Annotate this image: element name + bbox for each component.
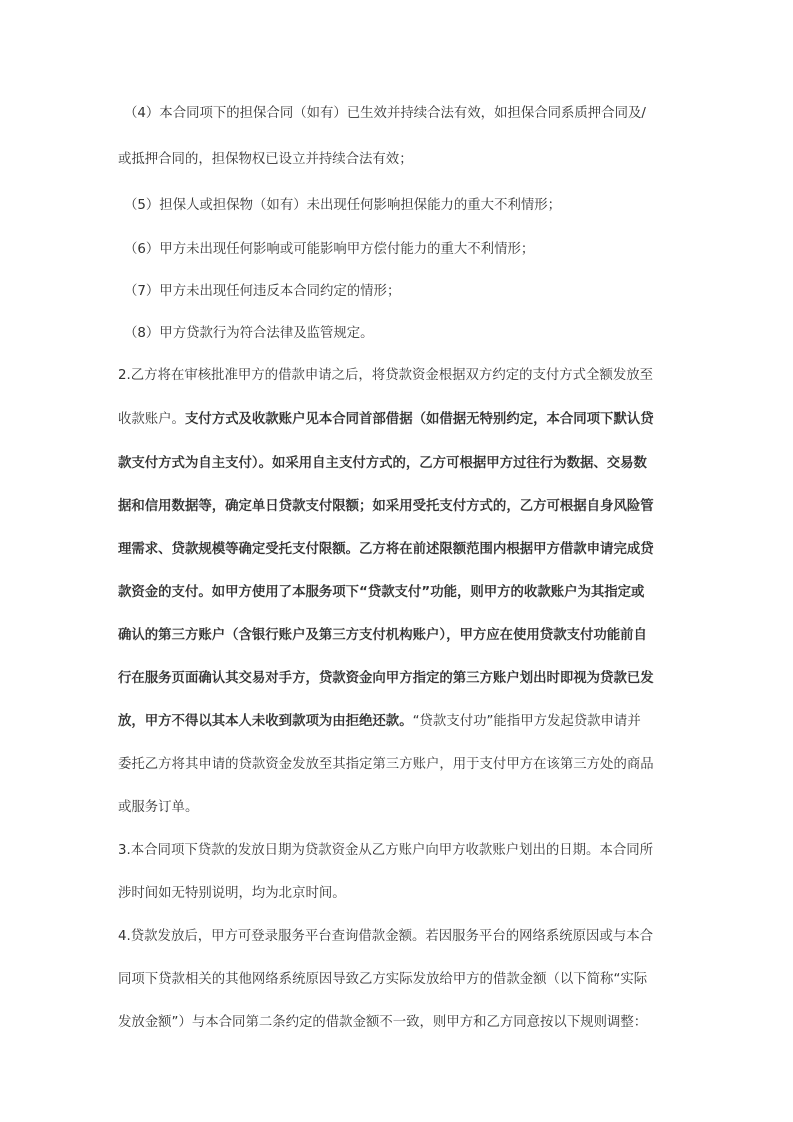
clause-2-line-5 <box>118 540 654 560</box>
text-segment: 3.本合同项下贷款的发放日期为贷款资金从乙方账户向甲方收款账户划出的日期。本合同所 <box>118 843 654 858</box>
text-segment: 涉时间如无特别说明，均为北京时间。 <box>118 886 346 901</box>
bold-text-segment: 据和信用数据等，确定单日贷款支付限额；如采用受托支付方式的，乙方可根据自身风险管 <box>118 499 654 514</box>
clause-4-8 <box>124 324 374 344</box>
clause-4-5 <box>124 196 561 216</box>
clause-2-line-4 <box>118 497 654 517</box>
text-segment: 2.乙方将在审核批准甲方的借款申请之后，将贷款资金根据双方约定的支付方式全额发放至 <box>118 368 654 383</box>
clause-2-line-2 <box>118 410 654 430</box>
clause-4-line-1 <box>118 927 653 947</box>
clause-3-line-1 <box>118 841 653 861</box>
text-segment: （5）担保人或担保物（如有）未出现任何影响担保能力的重大不利情形； <box>124 198 562 213</box>
text-segment: 4.贷款发放后，甲方可登录服务平台查询借款金额。若因服务平台的网络系统原因或与本合 <box>118 929 654 944</box>
bold-text-segment: 确认的第三方账户（含银行账户及第三方支付机构账户），甲方应在使用贷款支付功能前自 <box>118 628 647 643</box>
clause-2-line-8 <box>118 669 654 689</box>
bold-text-segment: 行在服务页面确认其交易对手方，贷款资金向甲方指定的第三方账户划出时即视为贷款已发 <box>118 671 654 686</box>
clause-4-6 <box>124 240 534 260</box>
text-segment: 或抵押合同的，担保物权已设立并持续合法有效； <box>118 152 413 167</box>
text-segment: 发放金额”）与本合同第二条约定的借款金额不一致，则甲方和乙方同意按以下规则调整： <box>118 1015 648 1030</box>
clause-4-4-line-2 <box>118 150 413 170</box>
text-segment: 收款账户。 <box>118 412 185 427</box>
clause-2-line-11 <box>118 798 198 818</box>
clause-2-line-9 <box>118 712 641 732</box>
text-segment: 同项下贷款相关的其他网络系统原因导致乙方实际发放给甲方的借款金额（以下简称“实际 <box>118 972 648 987</box>
text-segment: （6）甲方未出现任何影响或可能影响甲方偿付能力的重大不利情形； <box>124 242 535 257</box>
clause-2-line-10 <box>118 755 654 775</box>
clause-2-line-7 <box>118 626 647 646</box>
clause-4-line-3 <box>118 1013 647 1033</box>
bold-text-segment: 款资金的支付。如甲方使用了本服务项下“贷款支付”功能，则甲方的收款账户为其指定或 <box>118 585 645 600</box>
bold-text-segment: 款支付方式为自主支付）。如采用自主支付方式的，乙方可根据甲方过往行为数据、交易数 <box>118 456 647 471</box>
text-segment: 或服务订单。 <box>118 800 199 815</box>
clause-4-line-2 <box>118 970 647 990</box>
text-segment: 委托乙方将其申请的贷款资金发放至其指定第三方账户，用于支付甲方在该第三方处的商品 <box>118 757 654 772</box>
text-segment: “贷款支付功”能指甲方发起贷款申请并 <box>412 714 641 729</box>
clause-4-4-line-1 <box>124 104 646 124</box>
clause-4-7 <box>124 282 400 302</box>
clause-2-line-1 <box>118 366 653 386</box>
clause-2-line-6 <box>118 583 644 603</box>
text-segment: （8）甲方贷款行为符合法律及监管规定。 <box>124 326 374 341</box>
bold-text-segment: 支付方式及收款账户见本合同首部借据（如借据无特别约定，本合同项下默认贷 <box>184 412 654 427</box>
bold-text-segment: 放，甲方不得以其本人未收到款项为由拒绝还款。 <box>118 714 413 729</box>
clause-2-line-3 <box>118 454 647 474</box>
text-segment: （7）甲方未出现任何违反本合同约定的情形； <box>124 284 401 299</box>
text-segment: （4）本合同项下的担保合同（如有）已生效并持续合法有效，如担保合同系质押合同及/ <box>124 106 646 121</box>
bold-text-segment: 理需求、贷款规模等确定受托支付限额。乙方将在前述限额范围内根据甲方借款申请完成贷 <box>118 542 654 557</box>
clause-3-line-2 <box>118 884 346 904</box>
